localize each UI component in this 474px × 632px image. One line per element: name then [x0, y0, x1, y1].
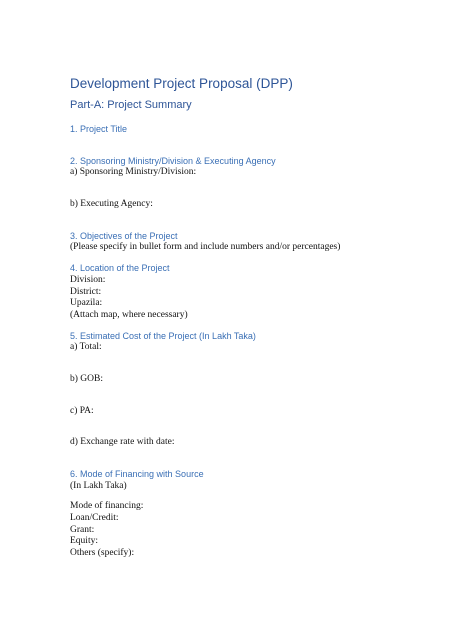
others-label: Others (specify):	[70, 548, 135, 558]
gob-cost-label: b) GOB:	[70, 374, 103, 384]
executing-agency-label: b) Executing Agency:	[70, 199, 153, 209]
section-4-heading: 4. Location of the Project	[70, 263, 170, 273]
section-2-heading: 2. Sponsoring Ministry/Division & Executing Agency	[70, 156, 276, 166]
district-label: District:	[70, 287, 102, 297]
pa-cost-label: c) PA:	[70, 406, 94, 416]
document-title: Development Project Proposal (DPP)	[70, 76, 293, 91]
attach-map-note: (Attach map, where necessary)	[70, 310, 188, 320]
mode-of-financing-label: Mode of financing:	[70, 501, 144, 511]
section-5-heading: 5. Estimated Cost of the Project (In Lakh Taka)	[70, 331, 256, 341]
section-6-heading: 6. Mode of Financing with Source	[70, 469, 204, 479]
exchange-rate-label: d) Exchange rate with date:	[70, 437, 175, 447]
loan-credit-label: Loan/Credit:	[70, 513, 119, 523]
section-3-heading: 3. Objectives of the Project	[70, 231, 178, 241]
lakh-taka-note: (In Lakh Taka)	[70, 481, 127, 491]
part-heading: Part-A: Project Summary	[70, 99, 192, 111]
equity-label: Equity:	[70, 536, 98, 546]
upazila-label: Upazila:	[70, 298, 103, 308]
grant-label: Grant:	[70, 525, 95, 535]
section-1-heading: 1. Project Title	[70, 124, 128, 134]
objectives-note: (Please specify in bullet form and include numbers and/or percentages)	[70, 242, 341, 252]
total-cost-label: a) Total:	[70, 342, 102, 352]
sponsoring-ministry-label: a) Sponsoring Ministry/Division:	[70, 167, 197, 177]
division-label: Division:	[70, 275, 106, 285]
